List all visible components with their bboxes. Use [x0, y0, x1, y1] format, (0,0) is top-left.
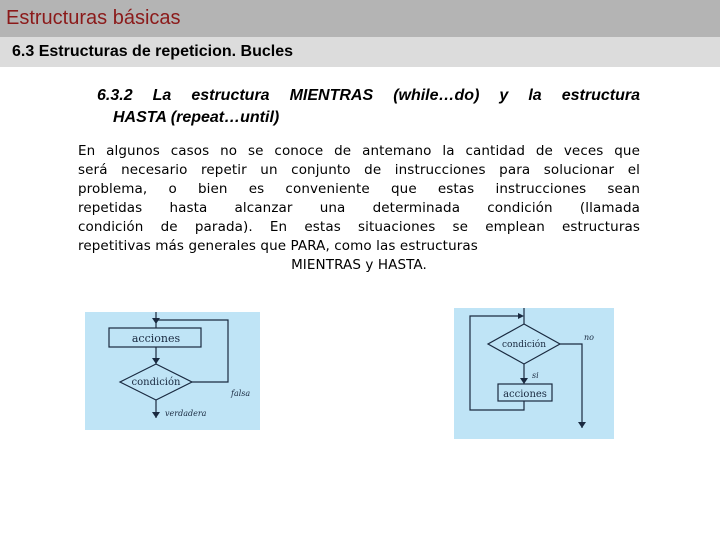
section-heading-line-1: 6.3.2 La estructura MIENTRAS (while…do) y la estructura	[97, 87, 640, 104]
paragraph-line: repetidas hasta alcanzar una determinada condición (llamada	[78, 200, 640, 216]
while-do-flowchart	[454, 308, 614, 439]
condition-label: condición	[501, 340, 547, 350]
arrow-head	[578, 422, 586, 428]
paragraph-line: repetitivas más generales que PARA, como las estructuras	[78, 238, 478, 254]
section-subtitle: 6.3 Estructuras de repeticion. Bucles	[12, 43, 293, 60]
action-label: acciones	[503, 389, 547, 400]
paragraph-line: MIENTRAS y HASTA.	[291, 257, 427, 273]
condition-label: condición	[131, 377, 181, 388]
subtitle-bar	[0, 37, 720, 67]
paragraph-line: problema, o bien es conveniente que estas instrucciones sean	[78, 181, 640, 197]
no-exit-line	[560, 344, 582, 428]
yes-label: si	[532, 371, 539, 380]
false-loop-line	[158, 320, 228, 382]
true-label: verdadera	[165, 409, 207, 418]
paragraph-line: será necesario repetir un conjunto de instrucciones para solucionar el	[78, 162, 640, 178]
paragraph-line: En algunos casos no se conoce de antemano la cantidad de veces que	[78, 143, 640, 159]
arrow-head	[518, 313, 524, 319]
action-label: acciones	[131, 332, 181, 345]
false-label: falsa	[231, 389, 251, 398]
arrow-head	[152, 412, 160, 418]
no-label: no	[584, 333, 594, 342]
title-bar	[0, 0, 720, 37]
paragraph-line: condición de parada). En estas situaciones se emplean estructuras	[78, 219, 640, 235]
arrow-head	[152, 318, 160, 324]
page-title: Estructuras básicas	[6, 7, 181, 29]
arrow-head	[152, 358, 160, 364]
section-heading-line-2: HASTA (repeat…until)	[113, 109, 280, 126]
repeat-until-flowchart	[85, 312, 260, 430]
arrow-head	[520, 378, 528, 384]
